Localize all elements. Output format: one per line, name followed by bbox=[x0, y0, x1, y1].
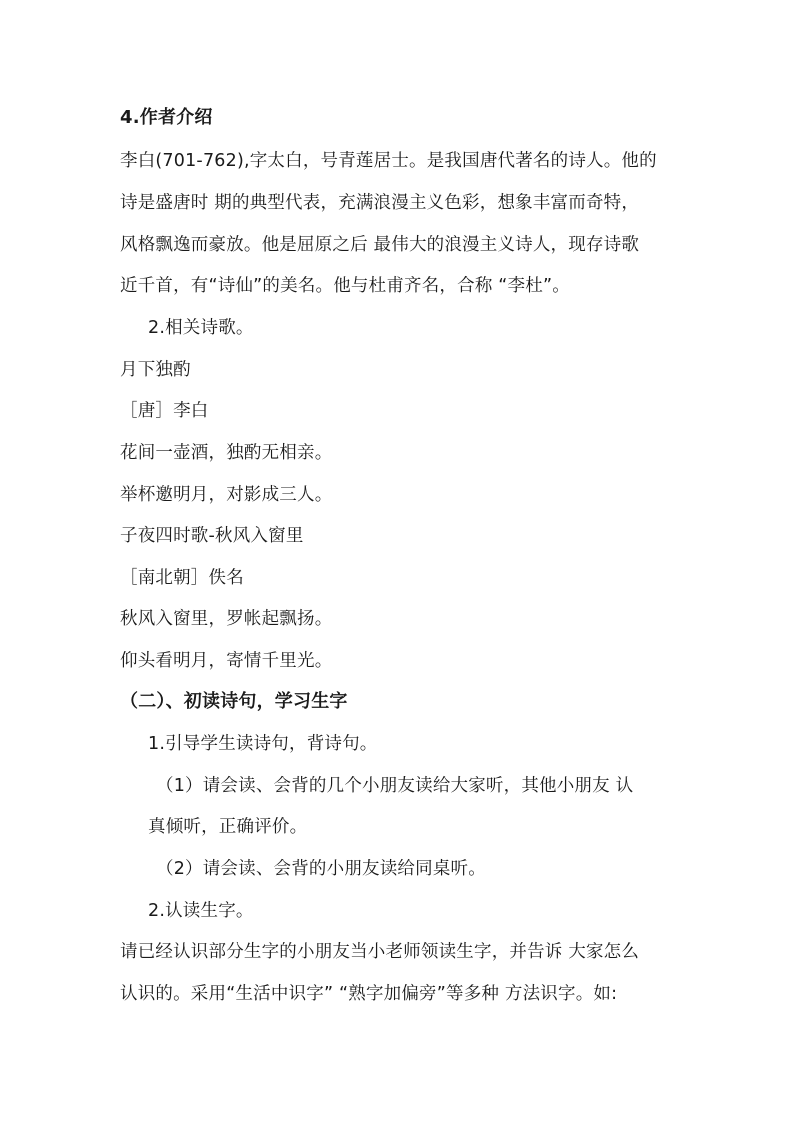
author-paragraph-line-3: 风格飘逸而豪放。他是屈原之后 最伟大的浪漫主义诗人，现存诗歌 bbox=[120, 235, 640, 255]
poem1-line-1: 花间一壶酒，独酌无相亲。 bbox=[120, 443, 333, 463]
heading-section-two: （二）、初读诗句，学习生字 bbox=[120, 691, 348, 712]
poem1-line-2: 举杯邀明月，对影成三人。 bbox=[120, 485, 333, 505]
poem2-line-2: 仰头看明月，寄情千里光。 bbox=[120, 651, 333, 671]
step2-text: 2.认读生字。 bbox=[148, 901, 254, 921]
heading-author-intro: 4.作者介绍 bbox=[120, 107, 213, 128]
author-paragraph-line-1: 李白(701-762),字太白，号青莲居士。是我国唐代著名的诗人。他的 bbox=[120, 151, 657, 171]
poem2-title: 子夜四时歌-秋风入窗里 bbox=[120, 526, 304, 546]
poem1-title: 月下独酌 bbox=[120, 360, 191, 380]
step1-text: 1.引导学生读诗句，背诗句。 bbox=[148, 734, 378, 754]
sub2-text: （2）请会读、会背的小朋友读给同桌听。 bbox=[156, 859, 486, 879]
poem1-author: ［唐］李白 bbox=[120, 401, 209, 421]
heading-related-poems: 2.相关诗歌。 bbox=[148, 318, 254, 338]
sub1-line-1: （1）请会读、会背的几个小朋友读给大家听，其他小朋友 认 bbox=[156, 776, 634, 796]
section-two-paragraph-line-1: 请已经认识部分生字的小朋友当小老师领读生字，并告诉 大家怎么 bbox=[120, 942, 640, 962]
sub1-line-2: 真倾听，正确评价。 bbox=[148, 817, 308, 837]
section-two-paragraph-line-2: 认识的。采用“生活中识字” “熟字加偏旁”等多种 方法识字。如: bbox=[120, 984, 618, 1004]
author-paragraph-line-2: 诗是盛唐时 期的典型代表，充满浪漫主义色彩，想象丰富而奇特， bbox=[120, 193, 640, 213]
author-paragraph-line-4: 近千首，有“诗仙”的美名。他与杜甫齐名，合称 “李杜”。 bbox=[120, 276, 570, 296]
poem2-author: ［南北朝］佚名 bbox=[120, 568, 244, 588]
poem2-line-1: 秋风入窗里，罗帐起飘扬。 bbox=[120, 609, 333, 629]
